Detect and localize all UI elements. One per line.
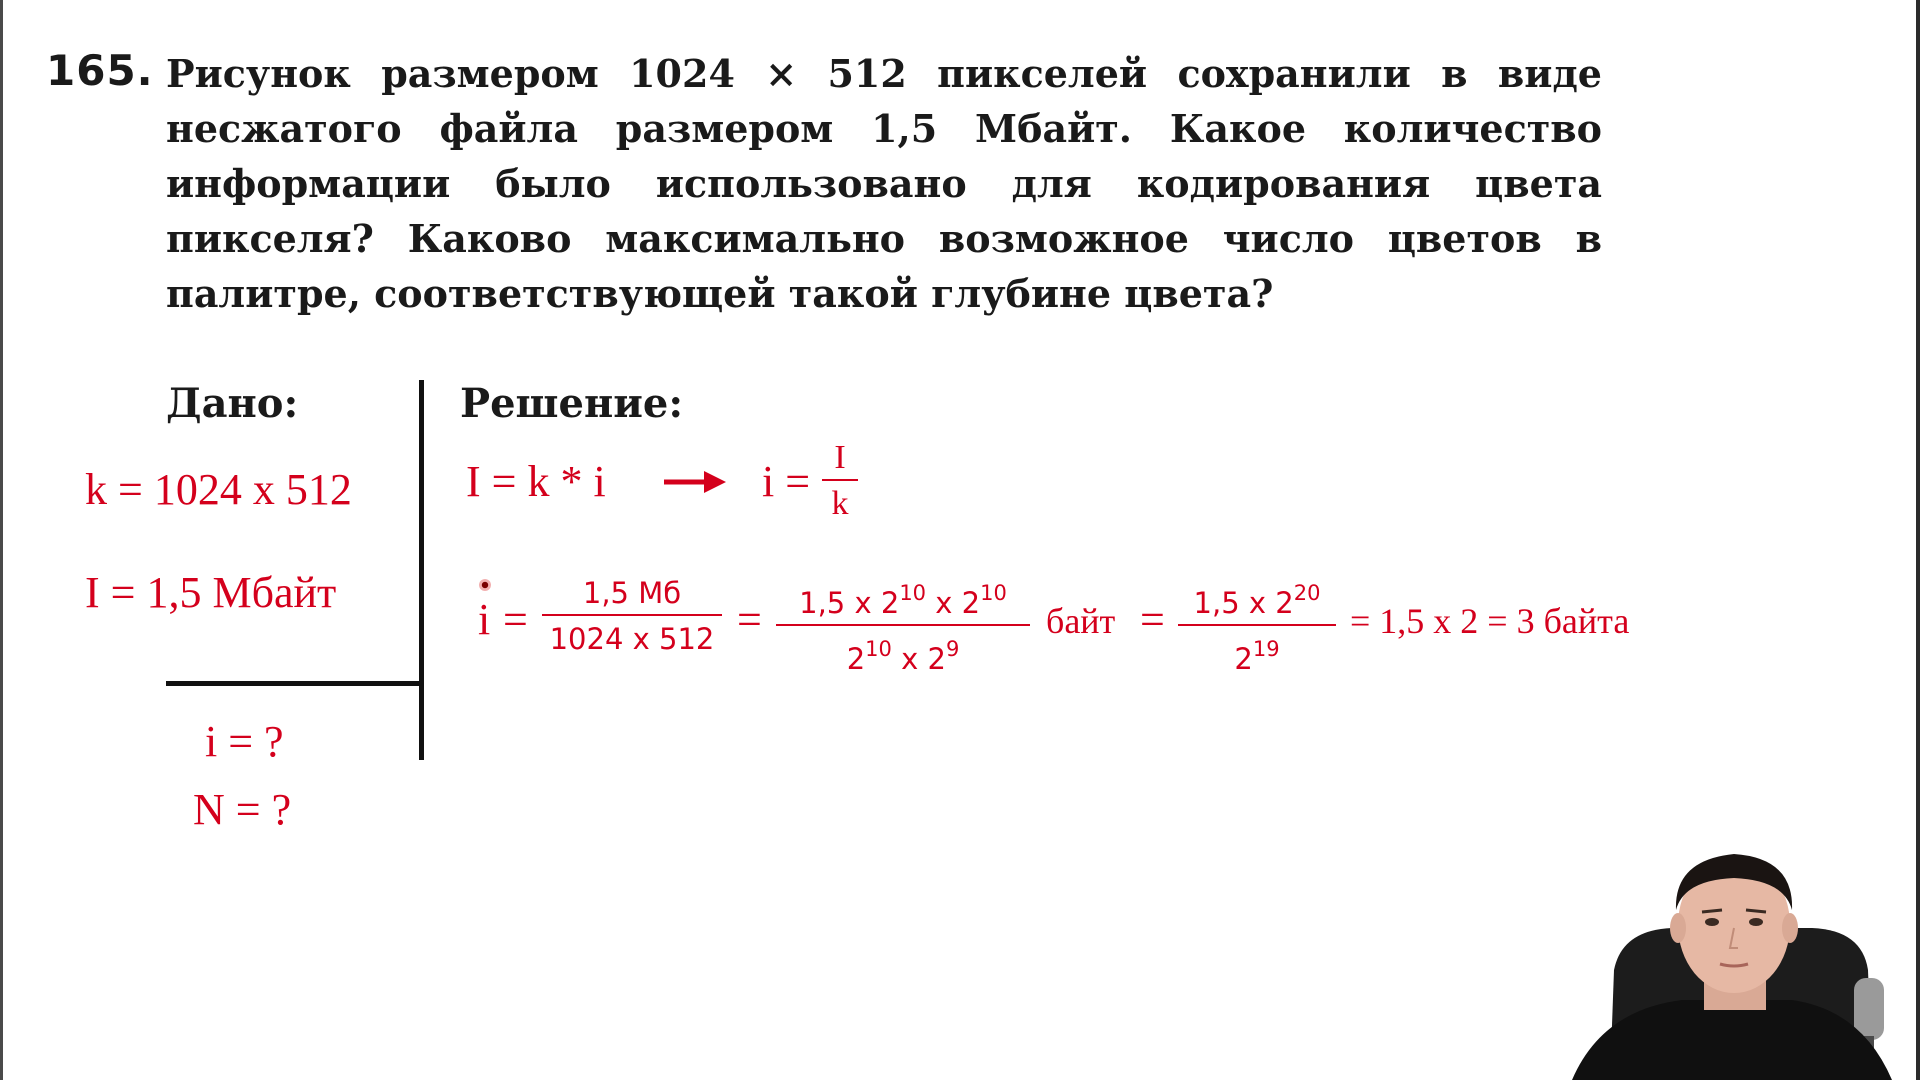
given-k: k = 1024 x 512 bbox=[85, 465, 352, 514]
fraction-numerator bbox=[1178, 575, 1336, 621]
fraction-denominator bbox=[776, 631, 1030, 677]
problem-line: палитре, соответствующей такой глубине цвета? bbox=[166, 271, 1274, 316]
fraction-numerator bbox=[776, 575, 1030, 621]
left-frame-border bbox=[0, 0, 3, 1080]
fraction-powers-of-two bbox=[776, 575, 1030, 677]
problem-line: несжатого файла размером 1,5 Мбайт. Какое количество bbox=[166, 106, 1602, 151]
fraction-size-over-pixels bbox=[542, 575, 722, 657]
exponent: 19 bbox=[1252, 637, 1280, 661]
term: 2 bbox=[846, 642, 866, 676]
fraction-denominator: 1024 x 512 bbox=[549, 622, 715, 656]
table-horizontal-divider bbox=[166, 681, 422, 686]
fraction-bar bbox=[776, 624, 1030, 626]
given-heading: Дано: bbox=[166, 380, 299, 427]
fraction-bar bbox=[822, 479, 858, 481]
fraction-denominator bbox=[1178, 631, 1336, 677]
problem-line: пикселя? Каково максимально возможное число цветов в bbox=[166, 216, 1602, 261]
fraction-simplified bbox=[1178, 575, 1336, 677]
problem-line: Рисунок размером 1024 × 512 пикселей сохранили в виде bbox=[166, 51, 1602, 96]
exponent: 10 bbox=[899, 581, 927, 605]
fraction-numerator: I bbox=[834, 439, 846, 476]
fraction-numerator: 1,5 Мб bbox=[582, 576, 682, 610]
formula-i-lhs: i = bbox=[762, 457, 811, 506]
equals-sign: = bbox=[737, 595, 762, 644]
fraction-bar bbox=[1178, 624, 1336, 626]
right-arrow-icon bbox=[664, 469, 726, 495]
unknown-i: i = ? bbox=[205, 717, 284, 766]
webcam-overlay bbox=[1562, 840, 1916, 1080]
formula-I-equals-k-i: I = k * i bbox=[466, 457, 606, 506]
term: 2 bbox=[1234, 642, 1253, 676]
unit-bytes: байт bbox=[1046, 601, 1116, 641]
exponent: 9 bbox=[945, 637, 960, 661]
exponent: 20 bbox=[1293, 581, 1321, 605]
term: x 2 bbox=[891, 642, 946, 676]
problem-line: информации было использовано для кодирования цвета bbox=[166, 161, 1602, 206]
calc-result: = 1,5 x 2 = 3 байта bbox=[1350, 601, 1630, 641]
term: 1,5 x 2 bbox=[799, 586, 900, 620]
right-frame-border bbox=[1916, 0, 1920, 1080]
term: x 2 bbox=[926, 586, 981, 620]
presenter-avatar bbox=[1562, 840, 1916, 1080]
fraction-I-over-k bbox=[822, 440, 858, 522]
fraction-denominator: k bbox=[831, 485, 849, 522]
solution-heading: Решение: bbox=[460, 380, 684, 427]
exponent: 10 bbox=[980, 581, 1007, 605]
pointer-cursor-icon bbox=[479, 579, 491, 591]
given-I: I = 1,5 Мбайт bbox=[85, 568, 337, 617]
term: 1,5 x 2 bbox=[1193, 586, 1294, 620]
problem-number: 165. bbox=[46, 46, 154, 95]
unknown-N: N = ? bbox=[193, 785, 292, 834]
fraction-bar bbox=[542, 614, 722, 616]
problem-statement bbox=[166, 46, 1602, 321]
equals-sign: = bbox=[1140, 595, 1165, 644]
table-vertical-divider bbox=[419, 380, 424, 760]
calc-i: i bbox=[478, 595, 491, 644]
exponent: 10 bbox=[865, 637, 892, 661]
equals-sign: = bbox=[503, 595, 528, 644]
